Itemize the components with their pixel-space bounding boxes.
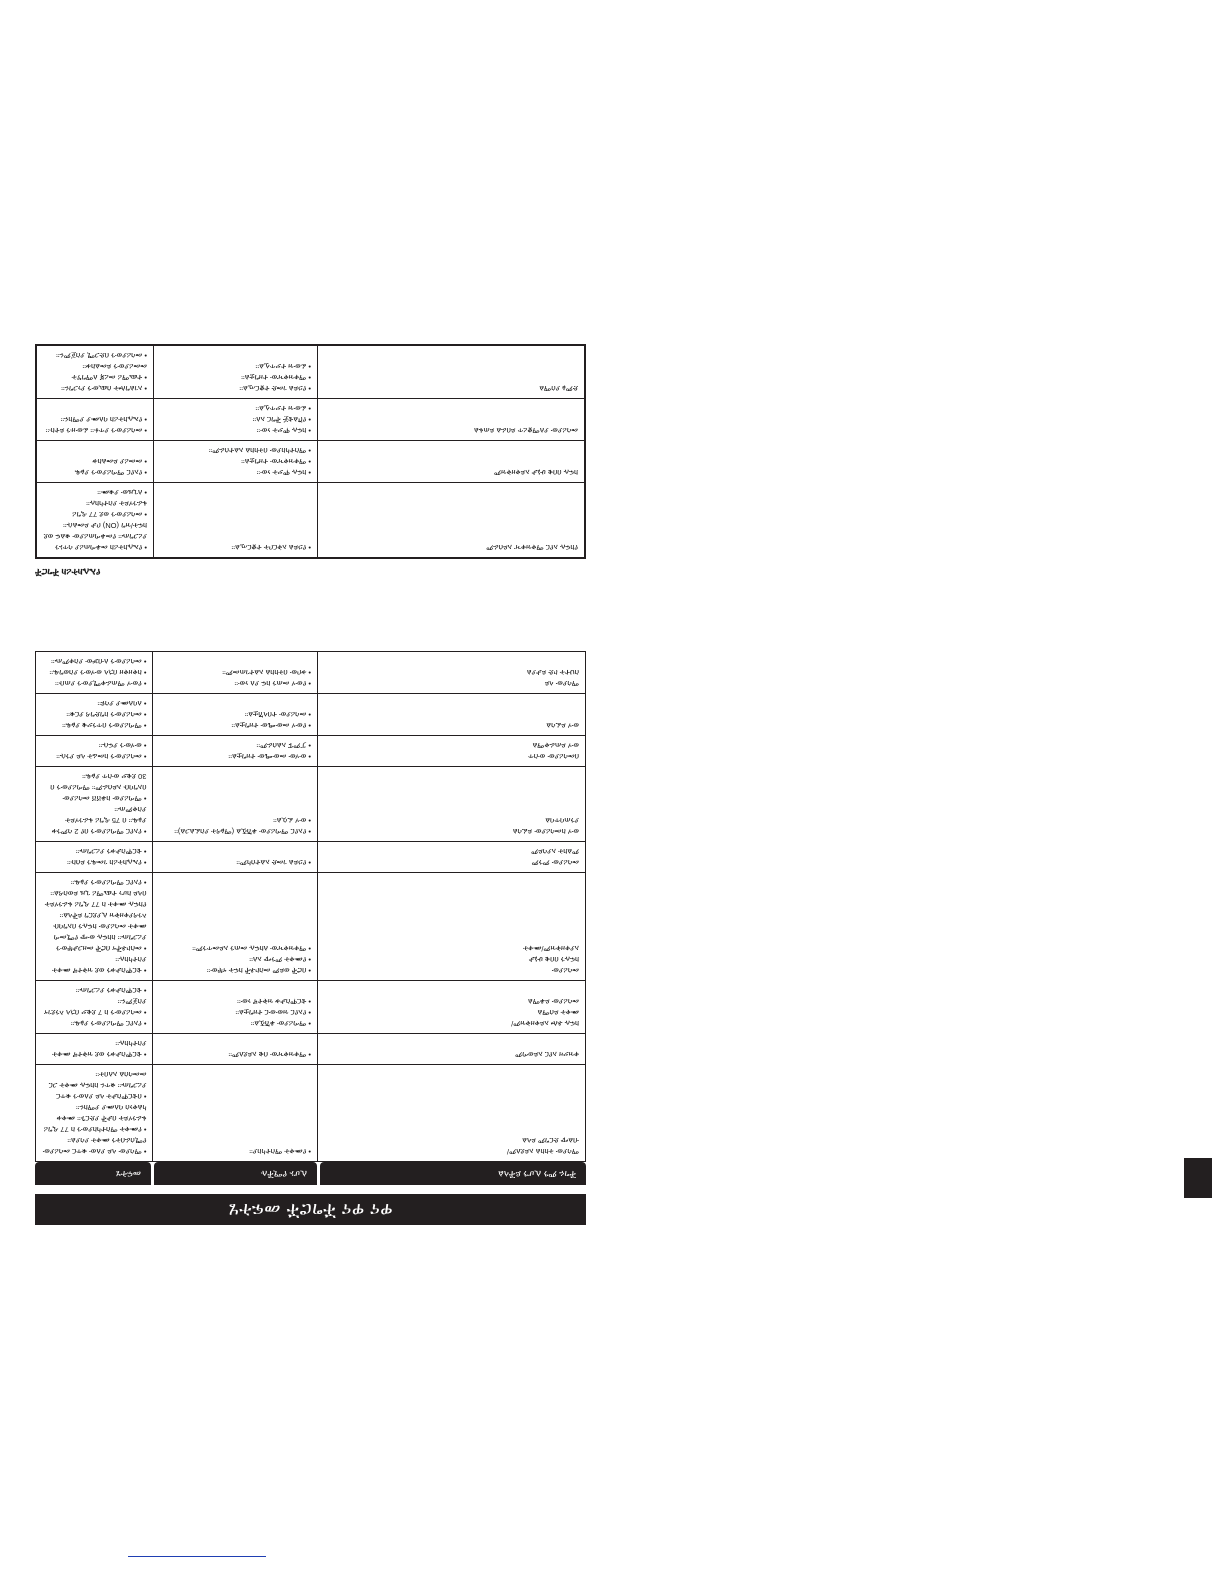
solution-text: • በቴርሞስታት ላይ ያለውን ቁጥር ያረጋግጡ፡፡ ቁጥሩ ከክፍሉ ሙቀት ጋር መመሳሰል አለበት፡፡ xyxy=(48,1070,147,1101)
cause-text: • የሙቀት ማስተካከያ፡፡ xyxy=(249,1147,312,1156)
table-row xyxy=(36,873,586,981)
problem-text: መሳሪያው ያለማቋረጥ ይበራል ይጠፋል xyxy=(473,426,578,435)
solution-text: • ለጊዜው ያቁሙ፡፡ xyxy=(97,488,147,497)
cause-text: • ፊውዝ ተቃጥሏል፡፡ xyxy=(255,362,311,371)
solution-text: • የአየር ማጣሪያውን ያፅዱ፡፡ xyxy=(70,878,147,887)
solution-text: • ማሳያው ላይ ያለው ቁጥር መሳሪያው የሚሰራበትን ሙቀት ያሳያል፡፡ xyxy=(42,1136,147,1156)
cell-solution xyxy=(36,873,153,981)
column-header-problem: ችግሩ ምን ሊሆን ይችላል xyxy=(320,1162,586,1185)
cell-problem xyxy=(318,441,586,483)
table-row xyxy=(36,694,586,736)
solution-text: • የኤሌክትሪክ ባለሙያ ያማክሩ፡፡ xyxy=(60,415,147,424)
solution-text: • ቴርሞስታቱን ወደ ዝቅተኛ ሙቀት ያስተካክሉ፡፡ xyxy=(52,955,147,975)
solution-text: • ቴርሞስታቱን ወደ ዝቅተኛ ሙቀት ያስተካክሉ፡፡ xyxy=(52,1039,147,1059)
cause-text: • ማጣሪያው ቆሽሿል፡፡ xyxy=(250,1019,312,1028)
cell-problem xyxy=(318,399,586,441)
cause-text: • ፊውዝ ተቃጥሏል፡፡ xyxy=(255,404,311,413)
cause-text: • ቱቦው በትክክል አልተገጠመም፡፡ xyxy=(222,668,312,677)
table-row xyxy=(36,399,585,441)
cause-text: • የኃይል አቅርቦት ተቋርጧል፡፡ xyxy=(231,543,311,552)
cause-text: • ፓምፑ አልሰራም፡፡ xyxy=(256,741,312,750)
cause-text: • የውሃ መጠን ከፍ ያለ ነው፡፡ xyxy=(234,679,312,688)
cause-text: • ቴርሞስታቱ ዝቅተኛ ነው፡፡ xyxy=(237,997,312,1006)
solution-text: • መስኮቶችና በሮች መዘጋታቸውን ያረጋግጡ፡፡ ከክፍሉ ውጭ የሚመጣ ሙቀት መሳሪያው ክፍሉን በአግባቡ እንዳያቀዘቅዝ ሊያደርግ ይችላል፡፡ የክፍሉ ሙቀት ከ 77 ዲግሪ ፋራንሃይት በላይ ከሆነ ተጨማሪ ጊዜ ይወስዳል፡፡ xyxy=(44,889,147,953)
solution-text: • የኤሌክትሪክ ገመዱን ይሰኩ፡፡ xyxy=(66,858,147,867)
cell-problem xyxy=(318,981,586,1034)
solution-text: • ተጨማሪ መረጃ ለማግኘት መመሪያውን ይመልከቱ፡፡ xyxy=(71,362,147,382)
solution-text: • መሳሪያውን ወደ 77 ዲግሪ ፋራንሃይት ያስተካክሉ፡፡ xyxy=(72,499,147,519)
cell-solution xyxy=(36,981,153,1034)
cell-solution xyxy=(36,1065,153,1162)
solution-text: • አገልግሎት ሰጪውን ያነጋግሩ፡፡ xyxy=(61,384,147,393)
solution-text: • መመሪያ ይመልከቱ xyxy=(92,457,147,466)
cause-text: • ውሃ ፈሷል፡፡ xyxy=(273,816,312,825)
cause-text: • ማቀዝቀዣው ተዘግቷል፡፡ xyxy=(241,373,311,382)
table-row xyxy=(36,842,586,873)
problem-text: ያንጠባጥባል xyxy=(545,816,579,825)
cause-text: • የቮልቴጅ ችግር አለ፡፡ xyxy=(252,415,311,424)
section-subtitle: የኤሌክትሪክ ችግሮች xyxy=(35,567,101,577)
problem-text: አያቀዘቅዝም/ሙቀት xyxy=(523,944,579,953)
problem-text: ሙቀት ይሰማል xyxy=(537,1008,579,1017)
cell-cause xyxy=(153,736,318,767)
cause-text: • የኃይል ገመድ አልተሰካም፡፡ xyxy=(236,858,312,867)
cell-solution xyxy=(36,652,153,694)
problem-text: ውሃ ይጠራቀማል xyxy=(532,741,579,750)
problem-text: ድምፅ ያሰማል xyxy=(539,384,578,393)
problem-text: በመሳሪያው ውስጥ xyxy=(528,752,579,761)
cause-text: • ማስተካከያው በትክክል አልተሰራም፡፡ xyxy=(208,446,311,455)
problem-text: ምልክት አያሳይም xyxy=(531,847,579,856)
cell-problem xyxy=(318,1065,586,1162)
cell-cause xyxy=(153,652,318,694)
problem-text: የክፍሉ አየር ማቀዝቀዣ አይሰራም xyxy=(486,543,578,552)
table-row xyxy=(36,345,585,399)
cause-text: • የኃይል ገመድ ተቋርጧል፡፡ xyxy=(239,384,311,393)
problem-text: መሳሪያው xyxy=(551,966,579,975)
cell-problem xyxy=(318,345,586,399)
solution-text: • ቴርሞስታቱን ያረጋግጡ፡፡ xyxy=(75,986,147,995)
table-row xyxy=(36,1034,586,1065)
problem-text: ቀዝቃዛ አየር አይወጣም xyxy=(515,1050,579,1059)
cause-text: • ክፍሉ ሞቃት ነው፡፡ xyxy=(256,426,311,435)
cell-solution xyxy=(36,736,153,767)
cell-cause xyxy=(153,767,318,842)
cell-cause xyxy=(153,981,318,1034)
column-header-cause: ሊሆኑ የሚችሉ xyxy=(154,1162,317,1185)
cause-text: • ውሃው መውጫው ተዘግቷል፡፡ xyxy=(228,752,312,761)
cell-cause xyxy=(154,483,318,559)
solution-text: • ለባለሙያ ያሳዩ፡፡ xyxy=(97,699,147,708)
solution-text: • መሳሪያውን ለብቻው ያስቀምጡ፡፡ xyxy=(50,657,147,666)
column-header-row xyxy=(35,1162,586,1185)
cause-text: • መሳሪያው ተበላሽቷል፡፡ xyxy=(244,710,312,719)
solution-text: • ማጣሪያው ከቆሸሸ መሳሪያው በአግባቡ አይሰራም፡፡ ማጣሪያውን በ 30 ደቂቃ ውስጥ ያፅዱ፡፡ xyxy=(50,772,147,803)
solution-text: • ማጣሪያውን በጥንቃቄ ያፅዱ፡፡ xyxy=(62,721,147,730)
cause-text: • ማቀዝቀዣው በቂ አይደለም፡፡ xyxy=(228,1050,312,1059)
cell-solution xyxy=(36,483,154,559)
cell-solution xyxy=(36,767,153,842)
solution-text: • መሳሪያውን በድጋሚ ያስጀምሩ፡፡ xyxy=(55,351,147,360)
cause-text: • የአየር ዝውውር ተዘግቷል፡፡ xyxy=(235,1008,312,1017)
table-row xyxy=(36,981,586,1034)
table-row xyxy=(36,441,585,483)
cell-problem xyxy=(318,1034,586,1065)
cause-text: • ክፍሉ ሞቃት ነው፡፡ xyxy=(256,468,311,477)
footer-link-line xyxy=(128,1556,266,1557)
cell-problem xyxy=(318,652,586,694)
solution-text: • የአየር ማጣሪያውን በየ 2 ሳምንቱ ያፅዱ፡፡ በ 75 ዲግሪ ፋራንሃይት ያስቀምጡ፡፡ xyxy=(51,805,147,836)
page-title: ዋና ዋና ችግሮች መፍትሄ xyxy=(35,1194,586,1225)
solution-text: • የውሃ ማጠራቀሚያውን ያጠቡ፡፡ xyxy=(55,679,147,688)
solution-text: • የአየር ማጣሪያውን ያፅዱ xyxy=(74,468,147,477)
cell-cause xyxy=(154,441,318,483)
cell-cause xyxy=(154,345,318,399)
cell-problem xyxy=(318,736,586,767)
cell-cause xyxy=(153,842,318,873)
solution-text: • ውሃውን ያፍሱ፡፡ xyxy=(98,741,147,750)
cell-problem xyxy=(318,842,586,873)
problem-text: ማሳያው ትክክል አይደለም/ xyxy=(506,1147,579,1156)
cause-text: • በሮች ወይም መስኮቶች ክፍት ናቸው፡፡ xyxy=(206,966,312,975)
cell-cause xyxy=(153,873,318,981)
cell-solution xyxy=(36,1034,153,1065)
solution-text: • መሳሪያውን ያጥፉ፡፡ ፊውዙን ይተኩ፡፡ xyxy=(45,426,147,435)
solution-text: • መሳሪያውን ከመሬት ላይ ያንሱ፡፡ xyxy=(56,752,147,761)
column-header-solution: መፍትሄ xyxy=(35,1162,151,1185)
problem-text: ውሃ ይፈሳል xyxy=(546,721,579,730)
cause-text: • ማቀዝቀዣው ለክፍሉ መጠን አይመጥንም፡፡ xyxy=(192,944,312,953)
cause-text: • የሙቀት ምንጭ አለ፡፡ xyxy=(249,955,312,964)
cell-solution xyxy=(36,345,154,399)
cell-problem xyxy=(318,767,586,842)
problem-text: መሳሪያው ይቆማል xyxy=(527,997,579,1006)
problem-text: ውሃ ከመሳሪያው ይፈሳል xyxy=(512,827,579,836)
table-row xyxy=(36,767,586,842)
page-edge-tab xyxy=(1184,1158,1212,1198)
problem-text: ክፍሉን በበቂ ሁኔታ xyxy=(528,955,579,964)
cell-cause xyxy=(153,694,318,736)
problem-text: ክፍሉ ቶሎ አይቀዘቅዝም/ xyxy=(511,1019,579,1028)
cell-cause xyxy=(153,1034,318,1065)
cell-problem xyxy=(318,694,586,736)
solution-text: • የሙቀት ማስተካከያውን ከ 77 ዲግሪ ፋራንሃይት በታች ያድርጉ፡፡ ሙቀቱ ካልቀነሰ ባለሙያ ያማክሩ፡፡ xyxy=(43,1103,147,1134)
solution-text: • ከቀዘቀዘ በኋላ ውሃውን ያስወግዱ፡፡ xyxy=(49,668,147,677)
table-row xyxy=(36,483,585,559)
table-row xyxy=(36,736,586,767)
cell-cause xyxy=(153,1065,318,1162)
solution-text: • መሳሪያውን ከግድግዳ ያርቁ፡፡ xyxy=(66,710,147,719)
problem-text: ስህተት ኮድ ይታያል xyxy=(526,668,579,677)
cell-cause xyxy=(154,399,318,441)
cell-solution xyxy=(36,441,154,483)
document-page xyxy=(35,351,586,1225)
troubleshooting-table-main xyxy=(35,651,586,1162)
solution-text: • የኤሌክትሪክ መቆጣጠሪያ ሳጥኑን ያረጋግጡ፡፡ የመቆጣጠሪያው ቁልፍ ወደ ክፍት/ዝግ (ON) ቦታ ይመልሱ፡፡ xyxy=(43,521,147,552)
problem-text: ክፍሉ በበቂ ሁኔታ አይቀዘቅዝም xyxy=(494,468,578,477)
cause-text: • የአየር ማጣሪያው ቆሽሿል (ማፅዳት ያስፈልጋል)፡፡ xyxy=(174,827,312,836)
problem-text: መሳሪያው ምንም xyxy=(531,858,579,867)
cell-solution xyxy=(36,694,153,736)
troubleshooting-table-electrical xyxy=(35,344,586,559)
table-row xyxy=(36,1065,586,1162)
solution-text: • መሳሪያውን ከ 7 ደቂቃ በኋላ እንደገና ያስጀምሩ፡፡ xyxy=(43,997,147,1017)
cause-text: • የውሃ መውጫው ተዘግቷል፡፡ xyxy=(231,721,312,730)
problem-text: ብልጭ ድርግም ይላል xyxy=(522,1136,579,1145)
solution-text: • ቴርሞስታቱን ያረጋግጡ፡፡ xyxy=(75,847,147,856)
cell-solution xyxy=(36,842,153,873)
cell-solution xyxy=(36,399,154,441)
cause-text: • ማቀዝቀዣው ተዘግቷል፡፡ xyxy=(241,457,311,466)
cell-problem xyxy=(318,483,586,559)
problem-text: ማሳያው ላይ xyxy=(544,679,579,688)
cell-problem xyxy=(318,873,586,981)
table-row xyxy=(36,652,586,694)
solution-text: • የአየር ማጣሪያውን ያፅዱ፡፡ xyxy=(70,1019,147,1028)
